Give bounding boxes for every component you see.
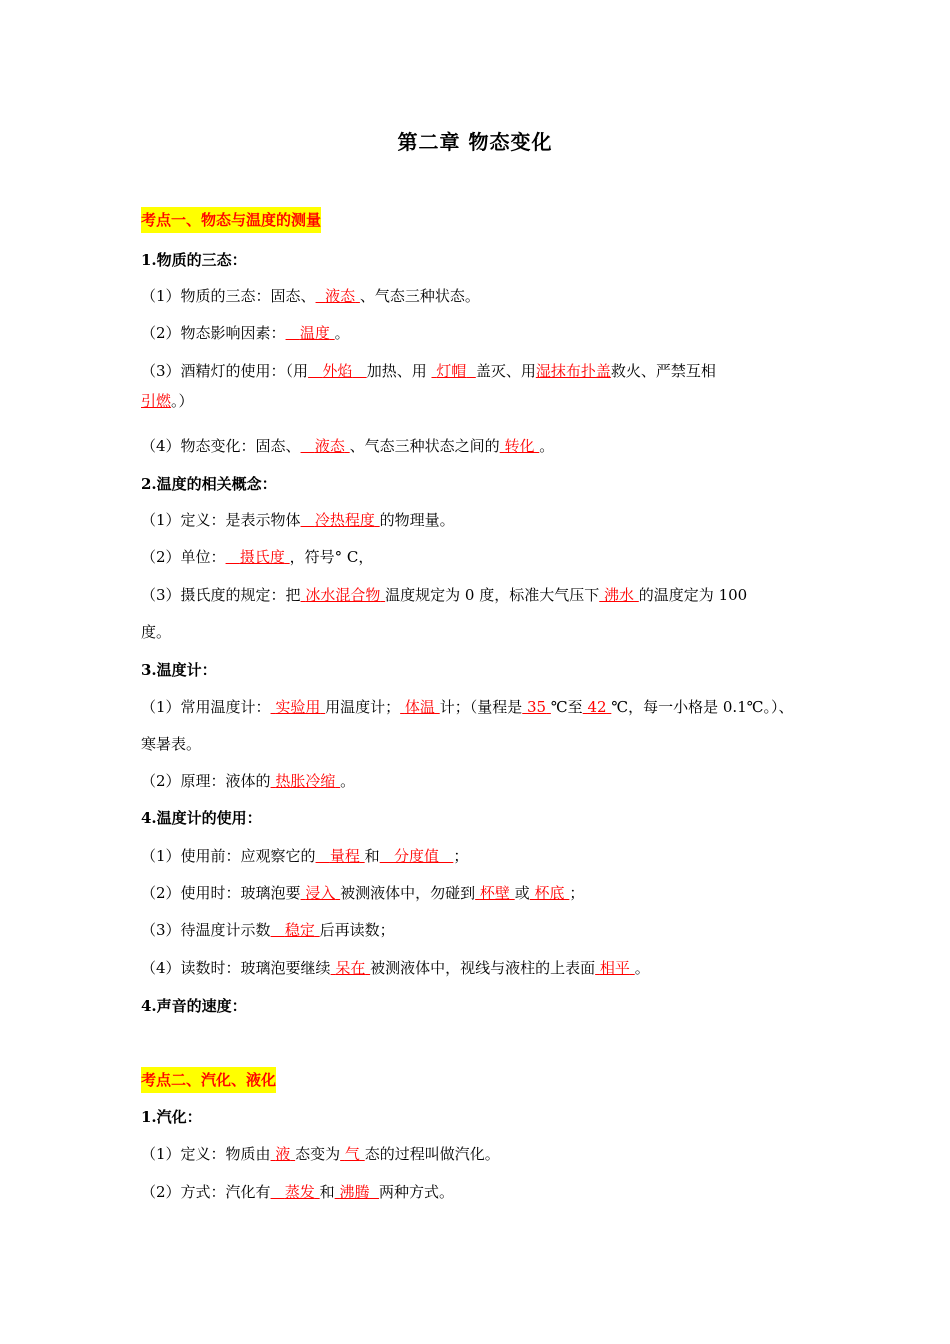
text-line bbox=[141, 920, 395, 940]
text-line bbox=[141, 547, 373, 567]
text: 计；（量程是 bbox=[439, 698, 523, 716]
answer: 量程 bbox=[329, 847, 360, 865]
answer: 灯帽 bbox=[436, 362, 467, 380]
answer: 液态 bbox=[314, 437, 345, 455]
text: （3）酒精灯的使用：（用 bbox=[141, 362, 309, 380]
text-line bbox=[141, 958, 650, 978]
text-line bbox=[141, 883, 584, 903]
answer: 42 bbox=[587, 698, 607, 716]
section-heading-1: 考点一、物态与温度的测量 bbox=[141, 207, 321, 233]
answer: 热胀冷缩 bbox=[275, 772, 336, 790]
section-heading-2: 考点二、汽化、液化 bbox=[141, 1067, 276, 1093]
text: 加热、用 bbox=[366, 362, 432, 380]
text: 救火、严禁互相 bbox=[610, 362, 716, 380]
answer: 相平 bbox=[599, 959, 630, 977]
text: （1）定义：是表示物体 bbox=[141, 511, 301, 529]
subheading-temperature: 2.温度的相关概念： bbox=[141, 475, 277, 493]
text-line bbox=[141, 697, 794, 717]
text: （3）待温度计示数 bbox=[141, 921, 271, 939]
answer: 气 bbox=[344, 1145, 360, 1163]
answer: 摄氏度 bbox=[239, 548, 285, 566]
text-line bbox=[141, 585, 747, 605]
text-line bbox=[141, 286, 480, 306]
text: 的物理量。 bbox=[379, 511, 455, 529]
text: 用温度计； bbox=[325, 698, 401, 716]
answer: 实验用 bbox=[275, 698, 321, 716]
text: （4）物态变化：固态、 bbox=[141, 437, 301, 455]
text-line: 度。 bbox=[141, 623, 172, 641]
text-line bbox=[141, 1144, 500, 1164]
text: 盖灭、用 bbox=[475, 362, 536, 380]
text: 态的过程叫做汽化。 bbox=[364, 1145, 500, 1163]
answer: 液 bbox=[275, 1145, 291, 1163]
text: （1）使用前：应观察它的 bbox=[141, 847, 316, 865]
text: （3）摄氏度的规定：把 bbox=[141, 586, 301, 604]
text: 。 bbox=[634, 959, 650, 977]
answer: 引燃 bbox=[141, 392, 172, 410]
text: （1）物质的三态：固态、 bbox=[141, 287, 316, 305]
answer: 温度 bbox=[299, 324, 330, 342]
text: ，符号° C， bbox=[289, 548, 374, 566]
text: 的温度定为 100 bbox=[638, 586, 748, 604]
text-line bbox=[141, 436, 554, 456]
subheading-three-states: 1.物质的三态： bbox=[141, 251, 247, 269]
text: 后再读数； bbox=[319, 921, 395, 939]
answer: 沸腾 bbox=[339, 1183, 370, 1201]
text-line bbox=[141, 391, 194, 411]
answer: 分度值 bbox=[393, 847, 439, 865]
text: （2）物态影响因素： bbox=[141, 324, 286, 342]
answer: 转化 bbox=[504, 437, 535, 455]
text-line bbox=[141, 361, 716, 381]
answer: 湿抹布扑盖 bbox=[535, 362, 611, 380]
text: 两种方式。 bbox=[379, 1183, 455, 1201]
text: （2）原理：液体的 bbox=[141, 772, 271, 790]
text: （2）使用时：玻璃泡要 bbox=[141, 884, 301, 902]
text: （2）单位： bbox=[141, 548, 226, 566]
text: 态变为 bbox=[295, 1145, 341, 1163]
text: 。 bbox=[539, 437, 555, 455]
answer: 体温 bbox=[404, 698, 435, 716]
answer: 外焰 bbox=[322, 362, 353, 380]
answer: 冷热程度 bbox=[314, 511, 375, 529]
text: （1）定义：物质由 bbox=[141, 1145, 271, 1163]
subheading-thermometer: 3.温度计： bbox=[141, 661, 217, 679]
page-title: 第二章 物态变化 bbox=[397, 130, 553, 154]
answer: 稳定 bbox=[284, 921, 315, 939]
answer: 杯底 bbox=[534, 884, 565, 902]
text: 或 bbox=[514, 884, 530, 902]
text-line bbox=[141, 323, 350, 343]
text: 被测液体中，勿碰到 bbox=[340, 884, 476, 902]
answer: 液态 bbox=[325, 287, 356, 305]
text: 和 bbox=[364, 847, 380, 865]
text: 、气态三种状态。 bbox=[359, 287, 480, 305]
text: ℃至 bbox=[550, 698, 583, 716]
text: ℃，每一小格是 0.1℃。）、 bbox=[611, 698, 794, 716]
text: 、气态三种状态之间的 bbox=[349, 437, 500, 455]
text: 和 bbox=[319, 1183, 335, 1201]
text: 。 bbox=[340, 772, 356, 790]
answer: 呆在 bbox=[335, 959, 366, 977]
text: 。） bbox=[171, 392, 194, 410]
text: （1）常用温度计： bbox=[141, 698, 271, 716]
text: ； bbox=[569, 884, 585, 902]
subheading-sound-speed: 4.声音的速度： bbox=[141, 997, 247, 1015]
text: 温度规定为 0 度，标准大气压下 bbox=[385, 586, 600, 604]
answer: 沸水 bbox=[604, 586, 635, 604]
answer: 35 bbox=[527, 698, 547, 716]
text-line bbox=[141, 510, 455, 530]
text: 。 bbox=[334, 324, 350, 342]
subheading-thermometer-use: 4.温度计的使用： bbox=[141, 809, 262, 827]
text: ； bbox=[453, 847, 469, 865]
answer: 冰水混合物 bbox=[305, 586, 381, 604]
text: （2）方式：汽化有 bbox=[141, 1183, 271, 1201]
text-line bbox=[141, 846, 468, 866]
text: （4）读数时：玻璃泡要继续 bbox=[141, 959, 331, 977]
text: 被测液体中，视线与液柱的上表面 bbox=[370, 959, 596, 977]
answer: 蒸发 bbox=[284, 1183, 315, 1201]
subheading-vaporization: 1.汽化： bbox=[141, 1108, 202, 1126]
text-line: 寒暑表。 bbox=[141, 735, 202, 753]
answer: 浸入 bbox=[305, 884, 336, 902]
answer: 杯壁 bbox=[479, 884, 510, 902]
text-line bbox=[141, 1182, 454, 1202]
text-line bbox=[141, 771, 355, 791]
